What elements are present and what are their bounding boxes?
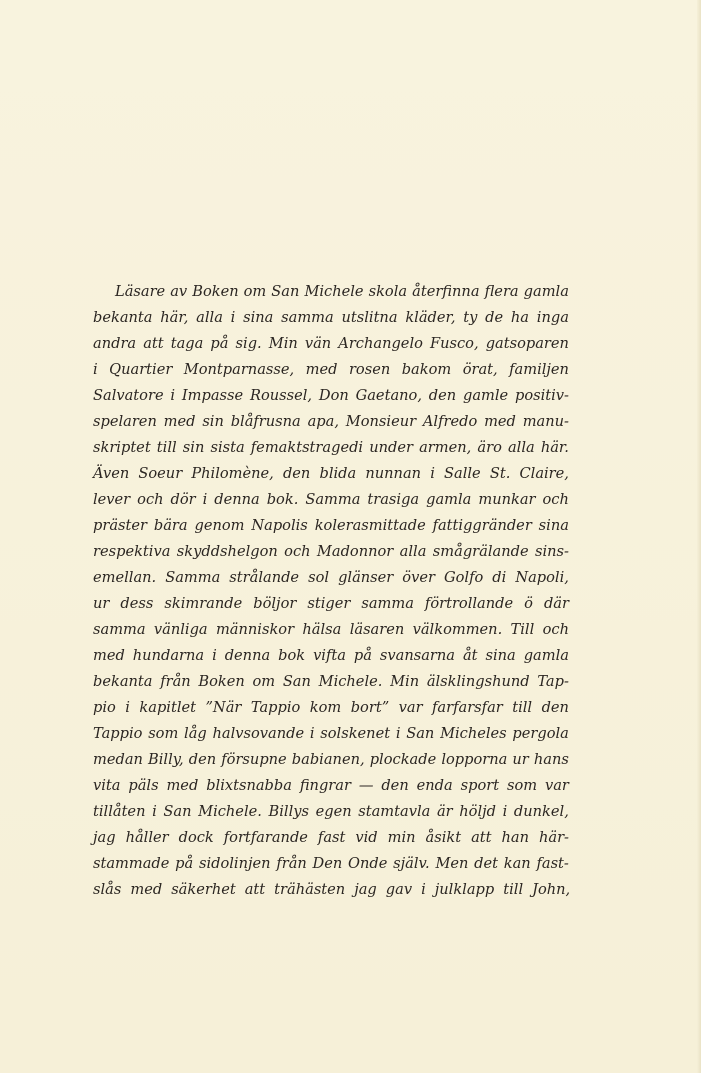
text-line: tillåten i San Michele. Billys egen stamtavla är höljd i dunkel, bbox=[93, 803, 569, 820]
text-line: Även Soeur Philomène, den blida nunnan i Salle St. Claire, bbox=[93, 465, 569, 482]
text-line: Läsare av Boken om San Michele skola återfinna flera gamla bbox=[115, 283, 569, 300]
text-line: andra att taga på sig. Min vän Archangelo Fusco, gatsoparen bbox=[93, 335, 569, 352]
text-line: spelaren med sin blåfrusna apa, Monsieur Alfredo med manu- bbox=[93, 413, 569, 430]
text-line: ur dess skimrande böljor stiger samma förtrollande ö där bbox=[93, 595, 569, 612]
text-line: jag håller dock fortfarande fast vid min åsikt att han här- bbox=[93, 829, 569, 846]
text-line: emellan. Samma strålande sol glänser över Golfo di Napoli, bbox=[93, 569, 569, 586]
text-line: pio i kapitlet ”När Tappio kom bort” var farfarsfar till den bbox=[93, 699, 569, 716]
text-line: stammade på sidolinjen från Den Onde själv. Men det kan fast- bbox=[93, 855, 569, 872]
text-line: Tappio som låg halvsovande i solskenet i San Micheles pergola bbox=[93, 725, 569, 742]
text-line: Salvatore i Impasse Roussel, Don Gaetano, den gamle positiv- bbox=[93, 387, 569, 404]
text-line: skriptet till sin sista femaktstragedi under armen, äro alla här. bbox=[93, 439, 569, 456]
text-line: bekanta från Boken om San Michele. Min älsklingshund Tap- bbox=[93, 673, 569, 690]
text-line: samma vänliga människor hälsa läsaren välkommen. Till och bbox=[93, 621, 569, 638]
text-line: medan Billy, den försupne babianen, plockade lopporna ur hans bbox=[93, 751, 569, 768]
text-line: präster bära genom Napolis kolerasmittade fattiggränder sina bbox=[93, 517, 569, 534]
text-line: i Quartier Montparnasse, med rosen bakom örat, familjen bbox=[93, 361, 569, 378]
text-line: respektiva skyddshelgon och Madonnor alla smågrälande sins- bbox=[93, 543, 569, 560]
text-line: lever och dör i denna bok. Samma trasiga gamla munkar och bbox=[93, 491, 569, 508]
text-line: bekanta här, alla i sina samma utslitna kläder, ty de ha inga bbox=[93, 309, 569, 326]
text-line: vita päls med blixtsnabba fingrar — den enda sport som var bbox=[93, 777, 569, 794]
text-line: slås med säkerhet att trähästen jag gav i julklapp till John, bbox=[93, 881, 571, 898]
page-edge bbox=[697, 0, 701, 1073]
text-line: med hundarna i denna bok vifta på svansarna åt sina gamla bbox=[93, 647, 569, 664]
body-text bbox=[93, 279, 569, 903]
